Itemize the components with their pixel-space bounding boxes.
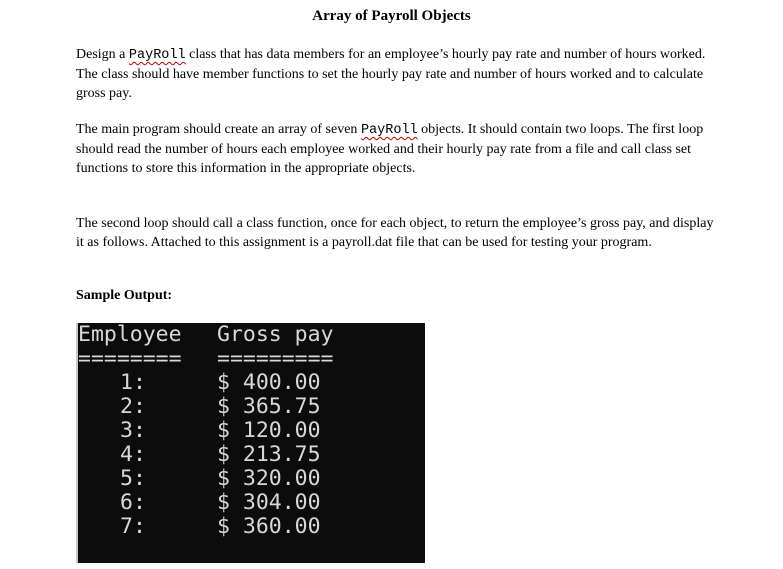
paragraph-text: Design a (76, 47, 129, 62)
console-row-number: 1: (120, 370, 146, 395)
console-row-number: 4: (120, 442, 146, 467)
sample-output-label: Sample Output: (76, 288, 173, 303)
console-row-number: 2: (120, 394, 146, 419)
console-row-pay: $ 365.75 (217, 394, 321, 419)
paragraph-main-program (76, 120, 716, 178)
paragraph-text: The main program should create an array of seven (76, 122, 361, 137)
paragraph-text: objects. It should contain two loops. The first loop should read the number of hours each employee worked and their hourly pay rate from a file and call class set functions to store this information in the appropriate objects. (76, 122, 704, 176)
console-row-pay: $ 213.75 (217, 442, 321, 467)
code-class-name: PayRoll (128, 48, 186, 63)
console-header-employee: Employee (78, 323, 182, 347)
console-row-number: 3: (120, 418, 146, 443)
paragraph-design (76, 45, 716, 103)
console-row-pay: $ 320.00 (217, 466, 321, 491)
console-row-number: 6: (120, 490, 146, 515)
console-output (76, 323, 425, 563)
code-class-name: PayRoll (360, 123, 418, 138)
console-row-pay: $ 304.00 (217, 490, 321, 515)
console-rule-employee: ======== (78, 346, 182, 371)
paragraph-second-loop: The second loop should call a class function, once for each object, to return the employee’s gross pay, and display it as follows. Attached to this assignment is a payroll.dat file that can be used for testing your program. (76, 216, 714, 250)
console-row-pay: $ 120.00 (217, 418, 321, 443)
console-row-number: 7: (120, 514, 146, 539)
console-row-pay: $ 400.00 (217, 370, 321, 395)
console-row-number: 5: (120, 466, 146, 491)
paragraph-text: class that has data members for an employee’s hourly pay rate and number of hours worked. The class should have member functions to set the hourly pay rate and number of hours worked and to calculate gross pay. (76, 47, 706, 101)
page-title: Array of Payroll Objects (312, 8, 471, 24)
console-header-gross: Gross pay (217, 323, 334, 347)
console-rule-gross: ========= (217, 346, 334, 371)
console-row-pay: $ 360.00 (217, 514, 321, 539)
